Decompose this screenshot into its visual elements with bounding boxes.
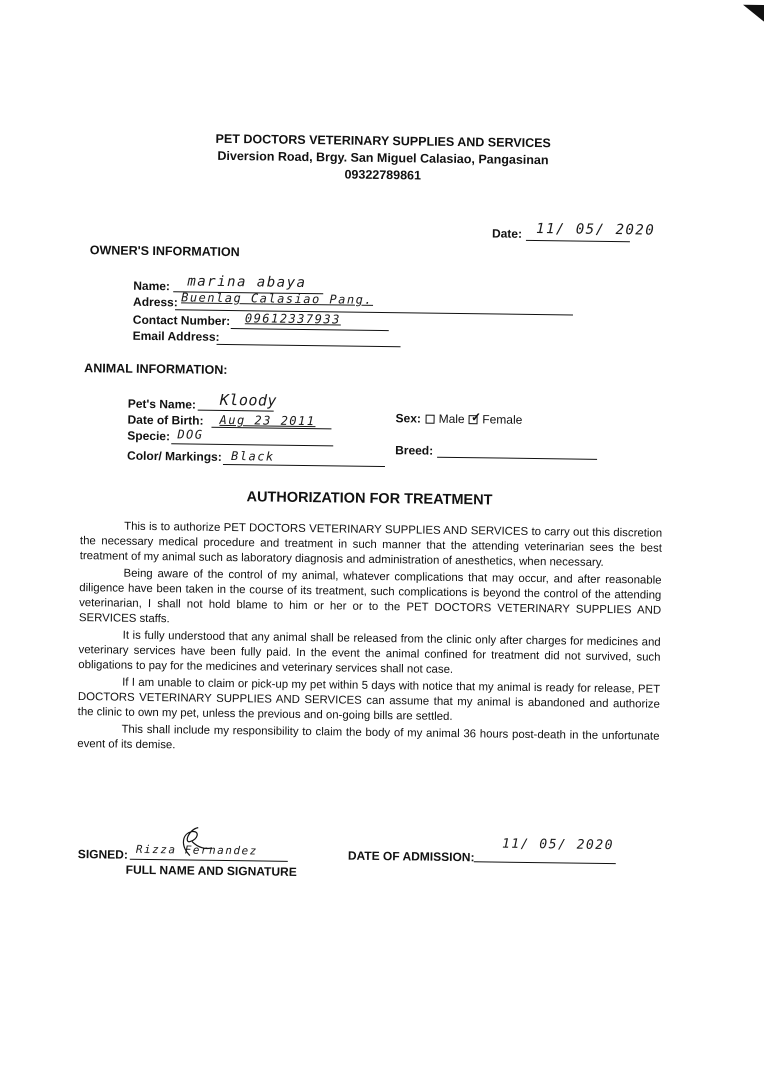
authorization-body bbox=[77, 519, 662, 762]
clinic-address: Diversion Road, Brgy. San Miguel Calasiao, Pangasinan bbox=[217, 148, 549, 168]
sex-female-checkbox[interactable]: ✓ bbox=[470, 410, 482, 425]
signed-value: Rizza Fernandez bbox=[135, 842, 258, 858]
animal-section-title: ANIMAL INFORMATION: bbox=[84, 361, 228, 377]
signed-label: SIGNED: bbox=[77, 847, 128, 862]
specie-value: DOG bbox=[177, 427, 204, 442]
owner-address-line bbox=[175, 309, 573, 315]
folded-corner bbox=[743, 5, 764, 27]
pet-name-label: Pet's Name: bbox=[127, 396, 197, 412]
admission-line bbox=[474, 861, 616, 864]
authorization-title: AUTHORIZATION FOR TREATMENT bbox=[246, 489, 493, 509]
specie-line bbox=[171, 443, 333, 446]
clinic-name: PET DOCTORS VETERINARY SUPPLIES AND SERVICES bbox=[215, 131, 551, 151]
admission-value: 11/ 05/ 2020 bbox=[501, 836, 615, 854]
owner-contact-value: 09612337933 bbox=[244, 311, 341, 327]
date-value: 11/ 05/ 2020 bbox=[535, 221, 656, 239]
owner-name-label: Name: bbox=[133, 278, 171, 294]
authorization-paragraph: If I am unable to claim or pick-up my pet within 5 days with notice that my animal is ready for release, PET DOCTORS VETERINARY SUPPLIES AND SERVICES can assume that my animal is abandoned and authorize the clinic to own my pet, unless the previous and on-going bills are settled. bbox=[77, 676, 661, 723]
dob-label: Date of Birth: bbox=[127, 412, 204, 428]
sex-field bbox=[396, 411, 523, 427]
specie-label: Specie: bbox=[127, 428, 171, 444]
owner-address-label: Adress: bbox=[133, 294, 178, 310]
dob-value: Aug 23 2011 bbox=[219, 412, 316, 429]
color-line bbox=[223, 464, 385, 467]
owner-email-line bbox=[217, 344, 401, 347]
owner-contact-line bbox=[231, 328, 389, 331]
sex-male-checkbox[interactable] bbox=[425, 415, 434, 424]
owner-address-value: Buenlag Calasiao Pang. bbox=[181, 290, 374, 307]
breed-line bbox=[437, 457, 597, 460]
breed-label: Breed: bbox=[395, 443, 434, 458]
authorization-paragraph: It is fully understood that any animal shall be released from the clinic only after charges for medicines and veterinary services have been fully paid. In the event the animal confined for treatment did not survived, such obligations to pay for the medicines and veterinary services shall not case. bbox=[78, 629, 661, 676]
owner-email-label: Email Address: bbox=[132, 328, 220, 344]
date-line bbox=[526, 240, 630, 242]
pet-name-line bbox=[198, 410, 274, 412]
sex-label: Sex: bbox=[395, 411, 422, 426]
admission-label: DATE OF ADMISSION: bbox=[347, 848, 475, 865]
authorization-paragraph: Being aware of the control of my animal, whatever complications that may occur, and after reasonable diligence have been taken in the course of its treatment, such complications is beyond the control of the attending veterinarian, I shall not hold blame to him or her or to the PET DOCTORS VETERINARY SUPPLIES AND SERVICES staffs. bbox=[78, 567, 662, 626]
clinic-phone: 09322789861 bbox=[344, 167, 422, 183]
authorization-paragraph: This shall include my responsibility to claim the body of my animal 36 hours post-death in the unfortunate event of its demise. bbox=[77, 723, 660, 752]
owner-contact-label: Contact Number: bbox=[132, 312, 231, 329]
sex-male-label: Male bbox=[438, 411, 465, 427]
authorization-paragraph: This is to authorize PET DOCTORS VETERINARY SUPPLIES AND SERVICES to carry out this discretion the necessary medical procedure and treatment in such manner that the attending veterinarian sees the best treatment of my animal such as laboratory diagnosis and administration of anesthetics, when necessary. bbox=[79, 520, 663, 569]
signature-scribble bbox=[172, 825, 216, 860]
signature-caption: FULL NAME AND SIGNATURE bbox=[125, 862, 297, 879]
owner-name-value: marina abaya bbox=[187, 273, 307, 292]
color-value: Black bbox=[230, 449, 275, 464]
pet-name-value: Kloody bbox=[219, 390, 278, 410]
date-label: Date: bbox=[491, 226, 523, 241]
owner-section-title: OWNER'S INFORMATION bbox=[89, 243, 240, 260]
color-label: Color/ Markings: bbox=[126, 448, 222, 464]
sex-female-label: Female bbox=[482, 412, 523, 427]
